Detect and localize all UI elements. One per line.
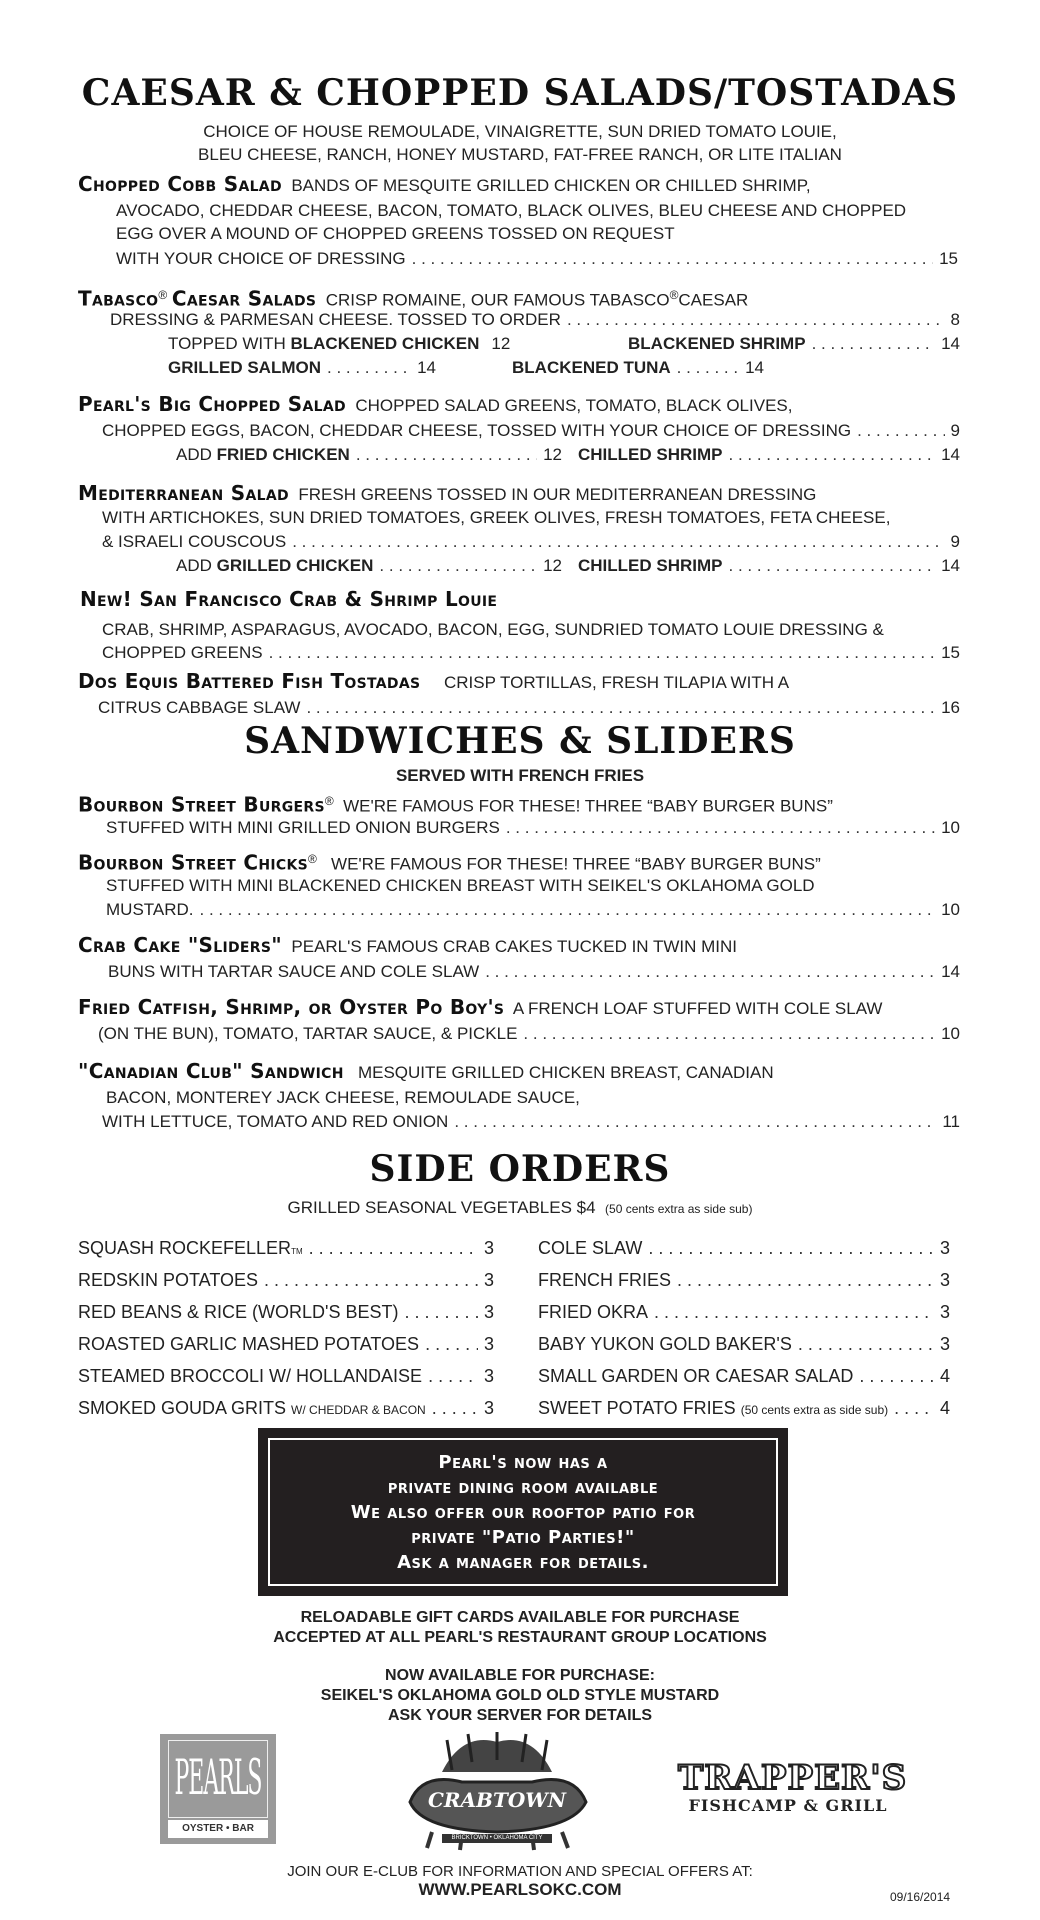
side-item-price: 4 [939,1366,950,1386]
side-item-name: SQUASH ROCKEFELLER [78,1238,292,1258]
side-item-name: STEAMED BROCCOLI W/ HOLLANDAISE [78,1366,423,1386]
left-side-item: SQUASH ROCKEFELLER $_{TM}$ . . . 3 [78,1236,494,1264]
canadian-name: "Canadian Club" Sandwich [78,1059,344,1083]
gift-card-line-2: ACCEPTED AT ALL PEARL'S RESTAURANT GROUP LOCATIONS [273,1629,767,1646]
tostadas-price: 16 [941,698,960,717]
crabtown-logo: CRABTOWN BRICKTOWN • OKLAHOMA CITY [402,1732,592,1852]
chicks-price: 10 [941,900,960,919]
left-side-item [78,1396,494,1422]
chicks-desc-2: STUFFED WITH MINI BLACKENED CHICKEN BREAST WITH SEIKEL'S OKLAHOMA GOLD [106,876,815,895]
side-item-price: 3 [483,1238,494,1258]
caesar-opt3: GRILLED SALMON . . . 14 [168,356,436,380]
side-item-price: 3 [939,1334,950,1354]
poboy-name: Fried Catfish, Shrimp, or Oyster Po Boy's [78,995,505,1019]
louie-price: 15 [941,643,960,662]
caesar-desc-2: DRESSING & PARMESAN CHEESE. TOSSED TO ORDER [110,310,561,329]
side-item-price: 3 [939,1270,950,1290]
caesar-name-2: Caesar Salads [171,286,317,311]
med-salad-price-line: & ISRAELI COUSCOUS . . . 9 [102,530,960,554]
tostadas-price-line: CITRUS CABBAGE SLAW . . . 16 [98,696,960,720]
grilled-vegetables: GRILLED SEASONAL VEGETABLES $4 (50 cents extra as side sub) [287,1198,753,1217]
tostadas-heading: Dos Equis Battered Fish Tostadas CRISP TORTILLAS, FRESH TILAPIA WITH A [78,669,790,693]
side-item-name: SWEET POTATO FRIES [538,1398,736,1418]
med-salad-heading: Mediterranean Salad FRESH GREENS TOSSED IN OUR MEDITERRANEAN DRESSING [78,481,817,505]
cobb-salad-price: 15 [939,249,958,268]
menu-date: 09/16/2014 [890,1890,951,1904]
side-item-price: 3 [483,1302,494,1322]
med-salad-price: 9 [950,532,960,551]
tostadas-name: Dos Equis Battered Fish Tostadas [78,669,421,693]
side-item-price: 3 [939,1238,950,1258]
pearls-salad-opt1: ADD FRIED CHICKEN . . . 12 [176,443,562,467]
canadian-price-line: WITH LETTUCE, TOMATO AND RED ONION . . . 11 [102,1110,960,1134]
caesar-price: 8 [950,310,960,329]
side-item-name: SMOKED GOUDA GRITS [78,1398,287,1418]
trappers-logo: TRAPPER'S FISHCAMP & GRILL [678,1758,908,1815]
gift-card-line-1: RELOADABLE GIFT CARDS AVAILABLE FOR PURCHASE [300,1609,740,1626]
canadian-heading: "Canadian Club" Sandwich MESQUITE GRILLED CHICKEN BREAST, CANADIAN [78,1059,774,1083]
pearls-salad-price-line: CHOPPED EGGS, BACON, CHEDDAR CHEESE, TOSSED WITH YOUR CHOICE OF DRESSING . . . 9 [102,419,960,443]
caesar-name: Tabasco [78,286,159,311]
website-link[interactable]: WWW.PEARLSOKC.COM [418,1880,622,1899]
cobb-salad-desc-2: AVOCADO, CHEDDAR CHEESE, BACON, TOMATO, BLACK OLIVES, BLEU CHEESE AND CHOPPED [116,201,907,220]
side-item-price: 4 [939,1398,950,1418]
pearls-salad-heading: Pearl's Big Chopped Salad CHOPPED SALAD GREENS, TOMATO, BLACK OLIVES, [78,392,793,416]
left-side-item [78,1364,494,1388]
cobb-salad-desc-3: EGG OVER A MOUND OF CHOPPED GREENS TOSSED ON REQUEST [116,224,675,243]
private-dining-promo: Pearl's now has a private dining room available We also offer our rooftop patio for private "Patio Parties!" Ask a manager for details. [258,1428,788,1596]
poboy-price-line: (ON THE BUN), TOMATO, TARTAR SAUCE, & PICKLE . . . 10 [98,1022,960,1046]
crab-sliders-heading: Crab Cake "Sliders" PEARL'S FAMOUS CRAB CAKES TUCKED IN TWIN MINI [78,933,738,957]
crab-sliders-price-line: BUNS WITH TARTAR SAUCE AND COLE SLAW . . . 14 [108,960,960,984]
pearls-salad-opt2: CHILLED SHRIMP . . . 14 [578,443,960,467]
side-item-name: SMALL GARDEN OR CAESAR SALAD [538,1366,854,1386]
burgers-price: 10 [941,818,960,837]
med-salad-opt1: ADD GRILLED CHICKEN . . . 12 [176,554,562,578]
cobb-salad-heading [78,173,958,197]
cobb-salad-price-line [116,247,958,271]
caesar-opt1: TOPPED WITH BLACKENED CHICKEN 12 [168,334,511,353]
caesar-desc-1: CRISP ROMAINE, OUR FAMOUS TABASCO [325,290,670,310]
burgers-name: Bourbon Street Burgers [78,792,325,817]
louie-price-line: CHOPPED GREENS . . . 15 [102,641,960,665]
crab-sliders-price: 14 [941,962,960,981]
poboy-price: 10 [941,1024,960,1043]
side-item-price: 3 [483,1366,494,1386]
right-side-item [538,1236,950,1260]
pearls-salad-name: Pearl's Big Chopped Salad [78,392,346,416]
side-item-name: REDSKIN POTATOES [78,1270,259,1290]
caesar-opt2: BLACKENED SHRIMP . . . 14 [628,332,960,356]
salads-title: CAESAR & CHOPPED SALADS/TOSTADAS [81,72,959,114]
sandwiches-subtitle: SERVED WITH FRENCH FRIES [395,766,645,785]
chicks-name: Bourbon Street Chicks [78,850,309,875]
right-side-item [538,1300,950,1324]
left-side-item [78,1332,494,1356]
mustard-line-1: NOW AVAILABLE FOR PURCHASE: [385,1667,655,1684]
caesar-heading: Tabasco® Caesar Salads CRISP ROMAINE, OUR FAMOUS TABASCO®CAESAR [78,286,749,311]
side-item-name: COLE SLAW [538,1238,643,1258]
louie-heading [80,588,497,612]
sandwiches-title: SANDWICHES & SLIDERS [244,720,796,762]
right-side-item [538,1332,950,1356]
louie-desc-1: CRAB, SHRIMP, ASPARAGUS, AVOCADO, BACON, EGG, SUNDRIED TOMATO LOUIE DRESSING & [102,620,884,639]
pearls-salad-price: 9 [950,421,960,440]
side-item-price: 3 [483,1270,494,1290]
burgers-heading: Bourbon Street Burgers® WE'RE FAMOUS FOR THESE! THREE “BABY BURGER BUNS” [78,792,833,817]
right-side-item [538,1364,950,1388]
side-item-price: 3 [939,1302,950,1322]
side-item-price: 3 [483,1334,494,1354]
right-side-item [538,1396,950,1422]
caesar-price-line [110,308,960,332]
canadian-desc-2: BACON, MONTEREY JACK CHEESE, REMOULADE SAUCE, [106,1088,580,1107]
chicks-price-line: MUSTARD. . . . 10 [106,898,960,922]
side-item-name: ROASTED GARLIC MASHED POTATOES [78,1334,420,1354]
mustard-line-2: SEIKEL'S OKLAHOMA GOLD OLD STYLE MUSTARD [320,1687,720,1704]
side-item-note: (50 cents extra as side sub) [740,1403,889,1417]
cobb-salad-desc-4: WITH YOUR CHOICE OF DRESSING [116,249,406,268]
right-side-item [538,1268,950,1292]
side-item-name: FRENCH FRIES [538,1270,672,1290]
eclub-text: JOIN OUR E-CLUB FOR INFORMATION AND SPECIAL OFFERS AT: [287,1863,753,1880]
side-item-name: BABY YUKON GOLD BAKER'S [538,1334,792,1354]
dressings-line-1: CHOICE OF HOUSE REMOULADE, VINAIGRETTE, SUN DRIED TOMATO LOUIE, [203,122,837,141]
caesar-desc-1b: CAESAR [678,290,749,310]
crab-sliders-name: Crab Cake "Sliders" [78,933,282,957]
canadian-price: 11 [942,1112,960,1131]
left-side-item [78,1300,494,1324]
side-item-note: W/ CHEDDAR & BACON [291,1403,426,1417]
burgers-price-line: STUFFED WITH MINI GRILLED ONION BURGERS . . . 10 [106,816,960,840]
sides-title: SIDE ORDERS [369,1148,671,1190]
dressings-line-2: BLEU CHEESE, RANCH, HONEY MUSTARD, FAT-FREE RANCH, OR LITE ITALIAN [198,145,842,164]
med-salad-opt2: CHILLED SHRIMP . . . 14 [578,554,960,578]
pearls-logo: PEARLS OYSTER • BAR [160,1734,276,1844]
left-side-item [78,1268,494,1292]
med-salad-desc-2: WITH ARTICHOKES, SUN DRIED TOMATOES, GREEK OLIVES, FRESH TOMATOES, FETA CHEESE, [102,508,891,527]
cobb-salad-name: Chopped Cobb Salad [78,172,282,196]
cobb-salad-desc-1: BANDS OF MESQUITE GRILLED CHICKEN OR CHILLED SHRIMP, [291,176,811,195]
chicks-heading: Bourbon Street Chicks® WE'RE FAMOUS FOR THESE! THREE “BABY BURGER BUNS” [78,850,821,875]
side-item-name: FRIED OKRA [538,1302,649,1322]
caesar-opt4: BLACKENED TUNA . . . 14 [512,356,764,380]
louie-name: New! San Francisco Crab & Shrimp Louie [80,587,498,611]
mustard-line-3: ASK YOUR SERVER FOR DETAILS [387,1707,653,1724]
side-item-name: RED BEANS & RICE (WORLD'S BEST) [78,1302,399,1322]
side-item-price: 3 [483,1398,494,1418]
poboy-heading: Fried Catfish, Shrimp, or Oyster Po Boy's A FRENCH LOAF STUFFED WITH COLE SLAW [78,995,883,1019]
med-salad-name: Mediterranean Salad [78,481,289,505]
